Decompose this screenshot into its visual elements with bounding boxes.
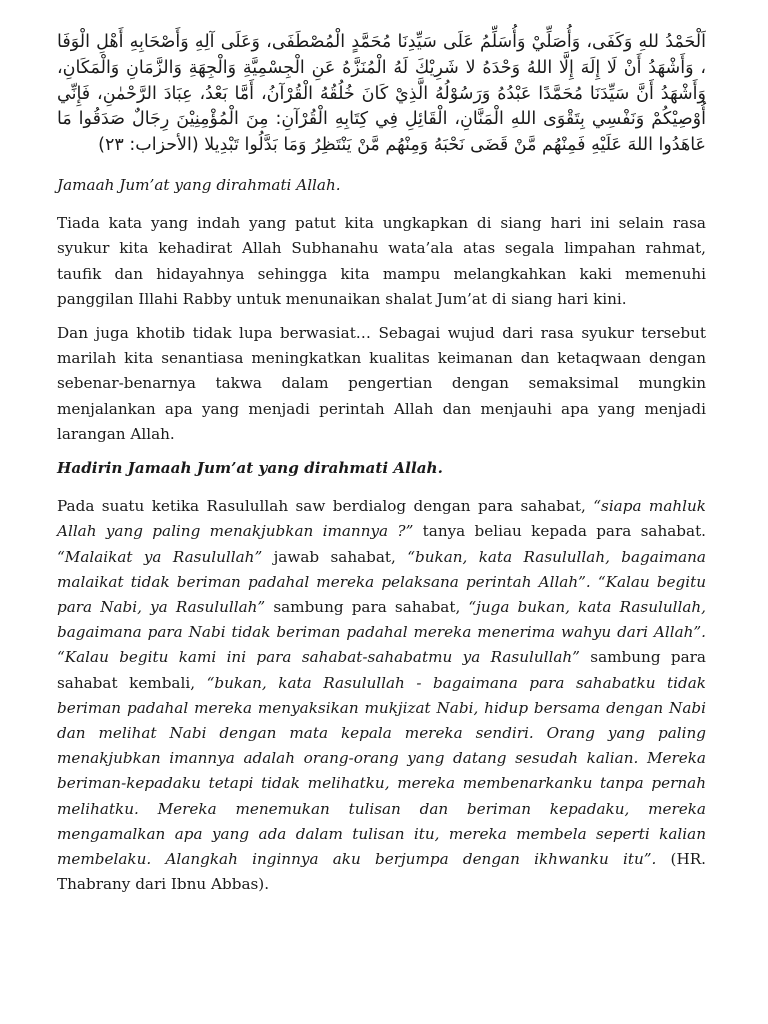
greeting-hadirin: Hadirin Jamaah Jum’at yang dirahmati Allah. — [57, 459, 443, 478]
hadith-quote-segment: “bukan, kata Rasulullah - bagaimana para sahabatku tidak beriman padahal mereka menyaksikan mukjizat Nabi, hidup bersama dengan Nabi dan melihat Nabi dengan mata kepala mereka sendiri. Orang yang paling menakjubkan imannya adalah orang-orang yang datang sesudah kalian. Mereka beriman-kepadaku tetapi tidak melihatku, mereka membenarkanku tanpa pernah melihatku. Mereka menemukan tulisan dan beriman kepadaku, mereka mengamalkan apa yang ada dalam tulisan itu, mereka membela seperti kalian membelaku. Alangkah inginnya aku berjumpa dengan ikhwanku itu”. — [57, 673, 706, 869]
hadith-quote-segment: “bukan, kata Rasulullah, bagaimana malaikat tidak beriman padahal mereka pelaksana perintah Allah”. “Kalau begitu para Nabi, ya Rasulullah” — [57, 547, 706, 617]
hadith-quote-segment: “juga bukan, kata Rasulullah, bagaimana para Nabi tidak beriman padahal mereka menerima wahyu dari Allah”. “Kalau begitu kami ini para sahabat-sahabatmu ya Rasulullah” — [57, 598, 707, 667]
hadith-narration-segment: sambung para sahabat kembali, — [57, 648, 706, 692]
hadith-quote-segment: “Malaikat ya Rasulullah” — [57, 547, 263, 566]
paragraph-gratitude: Tiada kata yang indah yang patut kita ungkapkan di siang hari ini selain rasa syukur kita kehadirat Allah Subhanahu wata’ala atas segala limpahan rahmat, taufik dan hidayahnya sehingga kita mampu melangkahkan kaki memenuhi panggilan Illahi Rabby untuk menunaikan shalat Jum’at di siang hari kini. — [57, 214, 706, 308]
hadith-narration-segment: jawab sahabat, — [262, 547, 408, 566]
arabic-opening-text: اَلْحَمْدُ للهِ وَكَفَى، وَأُصَلِّيْ وَأُسَلِّمُ عَلَى سَيِّدِنَا مُحَمَّدٍ الْمُصْطَفَى، وَعَلَى آلِهِ وَأَصْحَابِهِ أَهْلِ الْوَفَا ، وَأَشْهَدُ أَنْ لَا إِلَهَ إِلَّا اللهُ وَحْدَهُ لا شَرِيْكَ لَهُ الْمُنَزَّهُ عَنِ الْجِسْمِيَّةِ وَالْجِهَةِ وَالزَّمَانِ وَالْمَكَانِ، وَأَشْهَدُ أَنَّ سَيِّدَنَا مُحَمَّدًا عَبْدُهُ وَرَسُوْلُهُ الَّذِيْ كَانَ خُلُقُهُ الْقُرْآنُ، أَمَّا بَعْدُ، عِبَادَ الرَّحْمٰنِ، فَإِنِّي أُوْصِيْكُمْ وَنَفْسِي بِتَقْوَى اللهِ الْمَنَّانِ، الْقَائِلِ فِي كِتَابِهِ الْقُرْآنِ: مِنَ الْمُؤْمِنِيْنَ رِجَالٌ صَدَقُوا مَا عَاهَدُوا اللهَ عَلَيْهِ فَمِنْهُم مَّنْ قَضَى نَحْبَهُ وَمِنْهُم مَّنْ يَنْتَظِرُ وَمَا بَدَّلُوا تَبْدِيلا (الأحزاب: ٢٣) — [57, 32, 706, 156]
paragraph-hadith — [57, 494, 706, 897]
hadith-narration-segment: sambung para sahabat, — [265, 598, 469, 617]
paragraph-wasiat: Dan juga khotib tidak lupa berwasiat… Sebagai wujud dari rasa syukur tersebut marilah kita senantiasa meningkatkan kualitas keimanan dan ketaqwaan dengan sebenar-benarnya takwa dalam pengertian dengan semaksimal mungkin menjalankan apa yang menjadi perintah Allah dan menjauhi apa yang menjadi larangan Allah. — [57, 324, 706, 443]
greeting-jamaah: Jamaah Jum’at yang dirahmati Allah. — [57, 175, 341, 194]
hadith-quote-segment: “siapa mahluk Allah yang paling menakjubkan imannya ?” — [57, 497, 706, 541]
hadith-narration-segment: tanya beliau kepada para sahabat. — [413, 522, 706, 541]
hadith-narration-segment: Pada suatu ketika Rasulullah saw berdialog dengan para sahabat, — [57, 497, 594, 516]
hadith-narration-segment: (HR. Thabrany dari Ibnu Abbas). — [57, 850, 706, 894]
document-page — [57, 30, 706, 906]
